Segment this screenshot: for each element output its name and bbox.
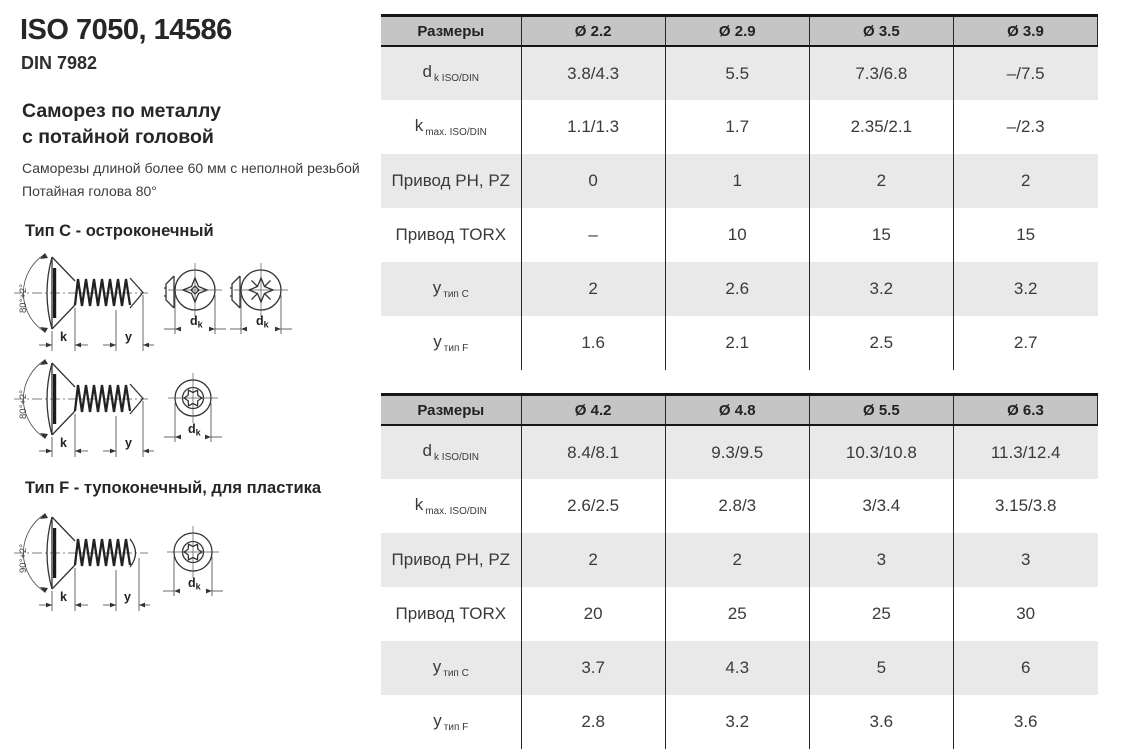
table-cell: 2.8: [521, 695, 665, 749]
dim-k-label: k: [60, 436, 67, 450]
table-cell: 3.2: [809, 262, 953, 316]
description-line1: Саморезы длиной более 60 мм с неполной резьбой: [22, 160, 360, 176]
type-f-drawing: [12, 508, 252, 620]
table-cell: –/2.3: [1006, 117, 1045, 136]
table-cell: 3.2: [1013, 279, 1038, 298]
dim-dk-label: $d_k$: [188, 576, 201, 592]
dim-k-label: k: [60, 330, 67, 344]
torx-recess-view: [164, 373, 222, 442]
product-title-line2: с потайной головой: [22, 126, 214, 148]
screw-side-view: [14, 253, 154, 351]
table-cell: 2: [665, 533, 809, 587]
screw-side-view: [14, 359, 154, 457]
row-label: k $_{max. ISO/DIN}$: [381, 100, 521, 154]
column-header-diameter: Ø 2.2: [521, 16, 665, 47]
torx-recess-view: [163, 526, 223, 596]
row-label: Привод PH, PZ: [381, 533, 521, 587]
table-cell: 2.5: [809, 316, 953, 370]
standards-title: ISO 7050, 14586: [20, 14, 232, 46]
row-label: d $_{k ISO/DIN}$: [381, 425, 521, 479]
table-header-row: [381, 16, 1098, 47]
head-slot-section: [53, 374, 56, 424]
type-c-drawing-ph-pz: [12, 248, 302, 360]
table-cell: 15: [809, 208, 953, 262]
row-label: y $_{тип C}$: [381, 641, 521, 695]
din-number: DIN 7982: [21, 53, 98, 73]
column-header-diameter: Ø 6.3: [953, 395, 1097, 426]
table-cell: 5: [809, 641, 953, 695]
table-cell: 2.6: [665, 262, 809, 316]
table-cell: 30: [1016, 604, 1036, 623]
row-label: d $_{k ISO/DIN}$: [381, 46, 521, 100]
table-cell: 3/3.4: [809, 479, 953, 533]
table-cell: 0: [521, 154, 665, 208]
column-header-diameter: Ø 3.5: [809, 16, 953, 47]
screw-side-view: [14, 513, 150, 611]
thread: [75, 385, 130, 412]
row-label: y $_{тип C}$: [381, 262, 521, 316]
head-slot-section: [53, 528, 56, 578]
table-cell: 3.15/3.8: [994, 496, 1057, 515]
dim-y-label: y: [125, 330, 132, 344]
column-header-sizes: Размеры: [381, 395, 521, 426]
table-cell: –: [521, 208, 665, 262]
row-label: Привод TORX: [381, 587, 521, 641]
column-header-sizes: Размеры: [381, 16, 521, 47]
table-row: [381, 479, 1098, 533]
table-cell: 20: [521, 587, 665, 641]
column-header-diameter: Ø 3.9: [953, 16, 1097, 47]
table-cell: 1: [665, 154, 809, 208]
table-cell: 3.7: [521, 641, 665, 695]
table-cell: 5.5: [665, 46, 809, 100]
column-header-diameter: Ø 5.5: [809, 395, 953, 426]
type-c-heading: Тип C - остроконечный: [25, 222, 214, 240]
table-cell: 6: [1020, 658, 1031, 677]
table-cell: 10.3/10.8: [809, 425, 953, 479]
column-header-diameter: Ø 2.9: [665, 16, 809, 47]
table-row: [381, 425, 1098, 479]
table-cell: 10: [665, 208, 809, 262]
dim-dk-label: $d_k$: [256, 314, 269, 330]
table-cell: 2.8/3: [665, 479, 809, 533]
dim-dk-label: $d_k$: [188, 422, 201, 438]
table-cell: 2: [521, 262, 665, 316]
table-cell: 3: [809, 533, 953, 587]
table-cell: 15: [1016, 225, 1036, 244]
table-row: [381, 533, 1098, 587]
table-cell: 4.3: [665, 641, 809, 695]
table-cell: 2.35/2.1: [809, 100, 953, 154]
table-cell: 7.3/6.8: [809, 46, 953, 100]
dim-dk-label: $d_k$: [190, 314, 203, 330]
dimensions-table-large-diameters: [381, 393, 1098, 749]
type-c-drawing-torx: [12, 354, 252, 466]
product-description: [22, 157, 360, 203]
angle-label: 80°+2°: [18, 390, 29, 419]
column-header-diameter: Ø 4.8: [665, 395, 809, 426]
table-cell: 1.7: [665, 100, 809, 154]
table-row: [381, 316, 1098, 370]
table-cell: 2: [1020, 171, 1031, 190]
dim-y-label: y: [124, 590, 131, 604]
table-row: [381, 208, 1098, 262]
head-profile-icon: [230, 276, 240, 308]
dim-y-label: y: [125, 436, 132, 450]
table-row: [381, 262, 1098, 316]
table-cell: 2: [809, 154, 953, 208]
table-cell: 25: [665, 587, 809, 641]
table-row: [381, 46, 1098, 100]
dim-k-label: k: [60, 590, 67, 604]
row-label: y $_{тип F}$: [381, 695, 521, 749]
head-slot-section: [53, 268, 56, 318]
product-title-line1: Саморез по металлу: [22, 100, 221, 122]
table-cell: 9.3/9.5: [665, 425, 809, 479]
table-cell: 1.6: [521, 316, 665, 370]
row-label: Привод TORX: [381, 208, 521, 262]
column-header-diameter: Ø 4.2: [521, 395, 665, 426]
table-row: [381, 587, 1098, 641]
ph-recess-view: [164, 263, 226, 334]
table-cell: 2.7: [1013, 333, 1038, 352]
table-cell: 2.1: [665, 316, 809, 370]
table-row: [381, 154, 1098, 208]
table-header-row: [381, 395, 1098, 426]
angle-label: 90°+2°: [18, 544, 29, 573]
description-line2: Потайная голова 80°: [22, 183, 157, 199]
table-cell: 3.8/4.3: [521, 46, 665, 100]
angle-label: 80°+2°: [18, 284, 29, 313]
table-cell: –/7.5: [1006, 63, 1045, 83]
table-cell: 11.3/12.4: [990, 442, 1061, 462]
table-cell: 1.1/1.3: [521, 100, 665, 154]
row-label: y $_{тип F}$: [381, 316, 521, 370]
table-cell: 3.6: [809, 695, 953, 749]
table-cell: 2: [521, 533, 665, 587]
table-row: [381, 695, 1098, 749]
table-row: [381, 641, 1098, 695]
table-cell: 2.6/2.5: [521, 479, 665, 533]
type-f-heading: Тип F - тупоконечный, для пластика: [25, 479, 322, 497]
row-label: Привод PH, PZ: [381, 154, 521, 208]
dimensions-table-small-diameters: [381, 14, 1098, 370]
table-cell: 3: [1020, 550, 1031, 569]
table-row: [381, 100, 1098, 154]
head-profile-icon: [164, 276, 174, 308]
thread: [75, 279, 130, 306]
table-cell: 8.4/8.1: [521, 425, 665, 479]
table-cell: 25: [809, 587, 953, 641]
row-label: k $_{max. ISO/DIN}$: [381, 479, 521, 533]
product-title: [22, 98, 221, 150]
table-cell: 3.6: [1013, 712, 1038, 731]
thread: [75, 539, 130, 566]
pz-recess-view: [230, 263, 292, 334]
table-cell: 3.2: [665, 695, 809, 749]
